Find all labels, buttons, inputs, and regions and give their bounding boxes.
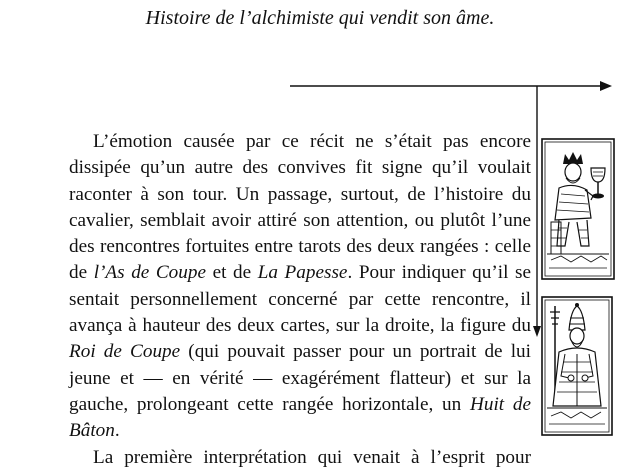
body-text	[69, 129, 531, 471]
text-line: des rencontres fortuites entre tarots des deux rangées : celle	[69, 236, 531, 258]
card-name-huit-de-baton: Huit de	[470, 393, 531, 415]
text-line: sentait personnellement concerné par cette rencontre, il	[69, 288, 531, 310]
card-name-la-papesse: La Papesse	[257, 262, 348, 284]
text-line: gauche, prolongeant cette rangée horizontale, un Huit de	[69, 393, 531, 415]
text-line: L’émotion causée par ce récit ne s’était pas encore	[93, 131, 531, 152]
text-line: jeune et — en vérité — exagérément flatteur) et sur la	[69, 367, 531, 389]
text-line: raconter à son tour. Un passage, surtout, de l’histoire du	[69, 183, 531, 205]
card-name-as-de-coupe: l’As de Coupe	[93, 262, 206, 284]
text-line: cavalier, semblait avoir attiré son attention, ou plutôt l’une	[69, 209, 531, 231]
text-line: Bâton.	[69, 420, 120, 442]
text-line: dissipée qu’un autre des convives fit signe qu’il voulait	[69, 157, 531, 179]
chapter-header: Histoire de l’alchimiste qui vendit son âme.	[145, 7, 495, 29]
text-line: Roi de Coupe (qui pouvait passer pour un portrait de lui	[69, 341, 531, 363]
text-line: avança à hauteur des deux cartes, sur la droite, la figure du	[69, 315, 531, 337]
text-line: de l’As de Coupe et de La Papesse. Pour indiquer qu’il se	[69, 262, 531, 284]
text-line: La première interprétation qui venait à l’esprit pour	[93, 446, 531, 468]
card-name-roi-de-coupe: Roi de Coupe	[69, 341, 181, 363]
roi-de-coupe-card	[541, 138, 615, 280]
papesse-card	[541, 296, 613, 436]
card-name-baton: Bâton	[69, 420, 115, 442]
